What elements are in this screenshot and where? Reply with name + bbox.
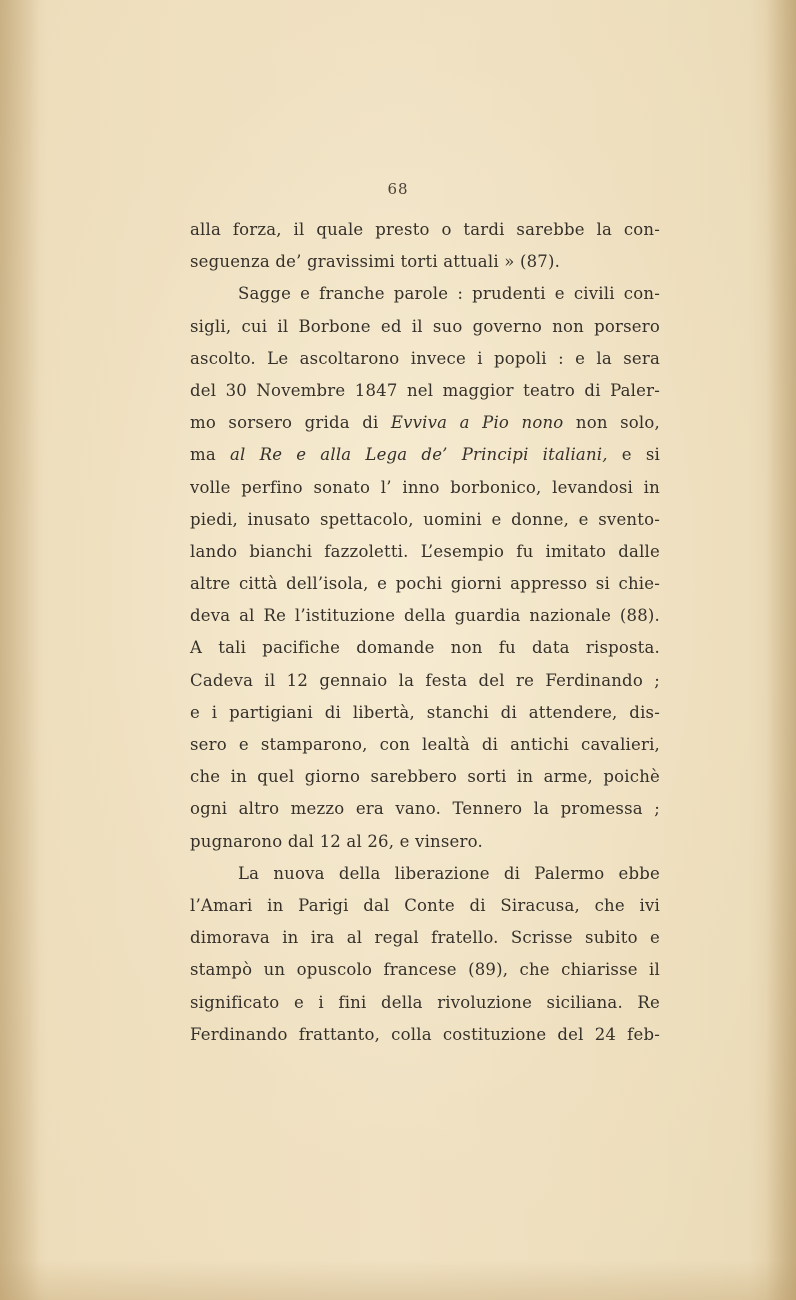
text-line (190, 890, 660, 922)
body-text (190, 214, 660, 1051)
text-segment: mo sorsero grida di (190, 413, 391, 433)
text-segment: alla forza, il quale presto o tardi sarebbe la con- (190, 220, 660, 239)
text-line (190, 568, 660, 600)
text-line (190, 407, 660, 439)
text-segment: ma (190, 445, 230, 465)
text-segment: sigli, cui il Borbone ed il suo governo non porsero (190, 316, 660, 336)
text-segment: stampò un opuscolo francese (89), che chiarisse il (190, 960, 660, 980)
text-segment: l’Amari in Parigi dal Conte di Siracusa, che ivi (190, 895, 660, 915)
text-line (190, 504, 660, 536)
text-segment: e i partigiani di libertà, stanchi di attendere, dis- (190, 702, 660, 722)
italic-text: al Re e alla Lega de’ Principi italiani, (229, 445, 608, 465)
text-line (190, 987, 660, 1019)
text-line (190, 246, 660, 278)
text-segment: Sagge e franche parole : prudenti e civili con- (238, 284, 660, 304)
text-segment: significato e i fini della rivoluzione siciliana. Re (190, 992, 660, 1012)
text-line (190, 826, 660, 858)
page-number: 68 (387, 180, 409, 198)
text-line (190, 922, 660, 954)
text-line (190, 311, 660, 343)
text-line (190, 439, 660, 471)
text-segment: Cadeva il 12 gennaio la festa del re Ferdinando ; (190, 670, 660, 690)
text-line (190, 375, 660, 407)
text-line (190, 278, 660, 310)
text-segment: pugnarono dal 12 al 26, e vinsero. (190, 831, 483, 851)
page-edge-shadow-bottom (0, 1260, 796, 1300)
text-line (190, 954, 660, 986)
text-segment: altre città dell’isola, e pochi giorni appresso si chie- (190, 574, 660, 594)
text-line (190, 214, 660, 246)
text-segment: ogni altro mezzo era vano. Tennero la promessa ; (190, 799, 660, 819)
text-line (190, 858, 660, 890)
text-line (190, 536, 660, 568)
text-segment: seguenza de’ gravissimi torti attuali » (87). (190, 252, 561, 272)
text-segment: che in quel giorno sarebbero sorti in arme, poichè (190, 767, 660, 787)
text-line (190, 632, 660, 664)
text-segment: deva al Re l’istituzione della guardia nazionale (88). (190, 606, 660, 626)
text-segment: lando bianchi fazzoletti. L’esempio fu imitato dalle (190, 541, 660, 561)
text-line (190, 729, 660, 761)
text-segment: La nuova della liberazione di Palermo ebbe (238, 863, 660, 883)
text-segment: Ferdinando frattanto, colla costituzione del 24 feb- (190, 1024, 660, 1044)
text-line (190, 1019, 660, 1051)
text-segment: non solo, (563, 413, 660, 433)
text-line (190, 343, 660, 375)
text-segment: del 30 Novembre 1847 nel maggior teatro di Paler- (190, 380, 660, 400)
text-segment: piedi, inusato spettacolo, uomini e donne, e svento- (190, 509, 660, 529)
text-line (190, 472, 660, 504)
text-segment: A tali pacifiche domande non fu data risposta. (190, 638, 660, 658)
text-line (190, 761, 660, 793)
text-segment: sero e stamparono, con lealtà di antichi cavalieri, (190, 735, 660, 754)
text-line (190, 600, 660, 632)
text-line (190, 665, 660, 697)
italic-text: Evviva a Pio nono (390, 413, 564, 433)
text-segment: dimorava in ira al regal fratello. Scrisse subito e (190, 928, 660, 948)
text-line (190, 793, 660, 825)
text-segment: ascolto. Le ascoltarono invece i popoli : e la sera (190, 348, 660, 368)
text-line (190, 697, 660, 729)
text-segment: volle perfino sonato l’ inno borbonico, levandosi in (190, 477, 660, 497)
text-segment: e si (607, 445, 661, 465)
